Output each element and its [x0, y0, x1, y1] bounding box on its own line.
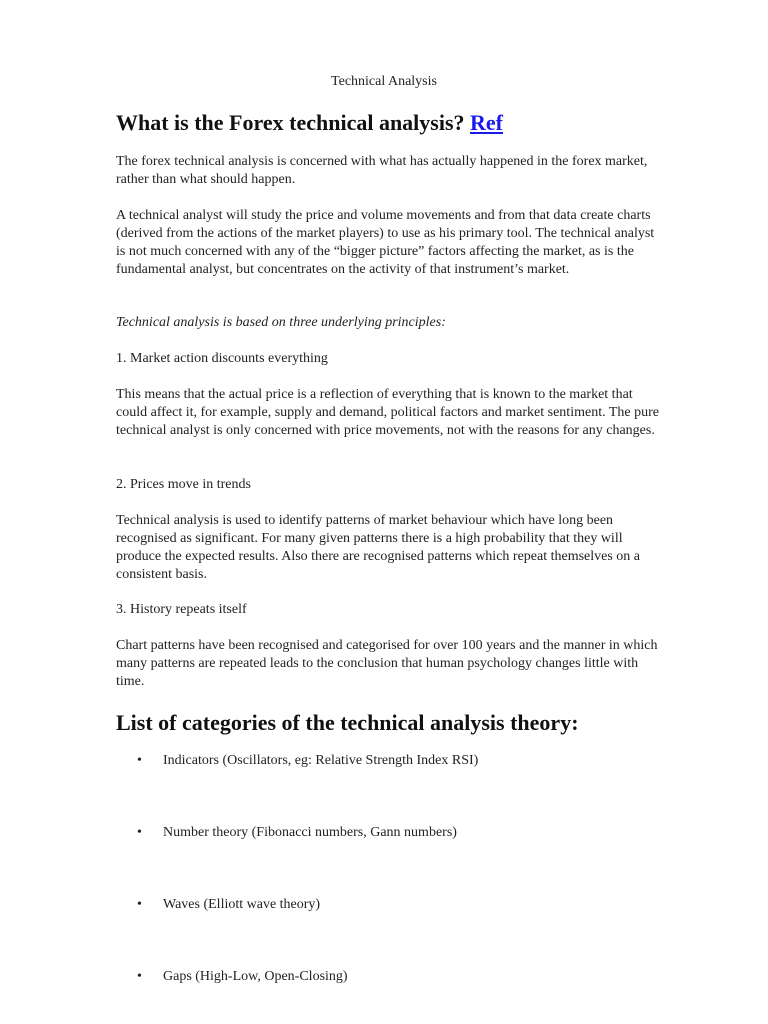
list-item-text: Waves (Elliott wave theory)	[163, 897, 321, 912]
principle-1-description: This means that the actual price is a reflection of everything that is known to the market that could affect it, for example, supply and demand, political factors and market sentiment. The pure technical analyst is only concerned with price movements, not with the reasons for any changes.	[116, 387, 659, 438]
bullet-icon: •	[137, 753, 142, 768]
principle-3-description: Chart patterns have been recognised and categorised for over 100 years and the manner in which many patterns are repeated leads to the conclusion that human psychology changes little with time.	[116, 638, 658, 689]
document-header: Technical Analysis	[331, 74, 437, 89]
heading-text: What is the Forex technical analysis?	[116, 110, 465, 135]
ref-link[interactable]: Ref	[470, 110, 504, 135]
principle-2-title: 2. Prices move in trends	[116, 477, 251, 492]
list-item-text: Indicators (Oscillators, eg: Relative Strength Index RSI)	[163, 753, 479, 768]
heading-forex-technical-analysis	[116, 110, 503, 136]
bullet-icon: •	[137, 969, 142, 984]
bullet-icon: •	[137, 897, 142, 912]
principle-2-description: Technical analysis is used to identify patterns of market behaviour which have long been recognised as significant. For many given patterns there is a high probability that they will produce the expected results. Also there are recognised patterns which repeat themselves on a consistent basis.	[116, 513, 641, 582]
list-item-text: Gaps (High-Low, Open-Closing)	[163, 969, 348, 984]
paragraph-technical-analyst: A technical analyst will study the price and volume movements and from that data create charts (derived from the actions of the market players) to use as his primary tool. The technical analyst is not much concerned with any of the “bigger picture” factors affecting the market, as is the fundamental analyst, but concentrates on the activity of that instrument’s market.	[116, 208, 655, 277]
principle-1-title: 1. Market action discounts everything	[116, 351, 328, 366]
heading-categories: List of categories of the technical analysis theory:	[116, 710, 579, 735]
list-item-text: Number theory (Fibonacci numbers, Gann numbers)	[163, 825, 457, 840]
paragraph-intro: The forex technical analysis is concerned with what has actually happened in the forex market, rather than what should happen.	[116, 154, 648, 187]
principle-3-title: 3. History repeats itself	[116, 602, 247, 617]
paragraph-principles-intro: Technical analysis is based on three underlying principles:	[116, 315, 446, 330]
bullet-icon: •	[137, 825, 142, 840]
